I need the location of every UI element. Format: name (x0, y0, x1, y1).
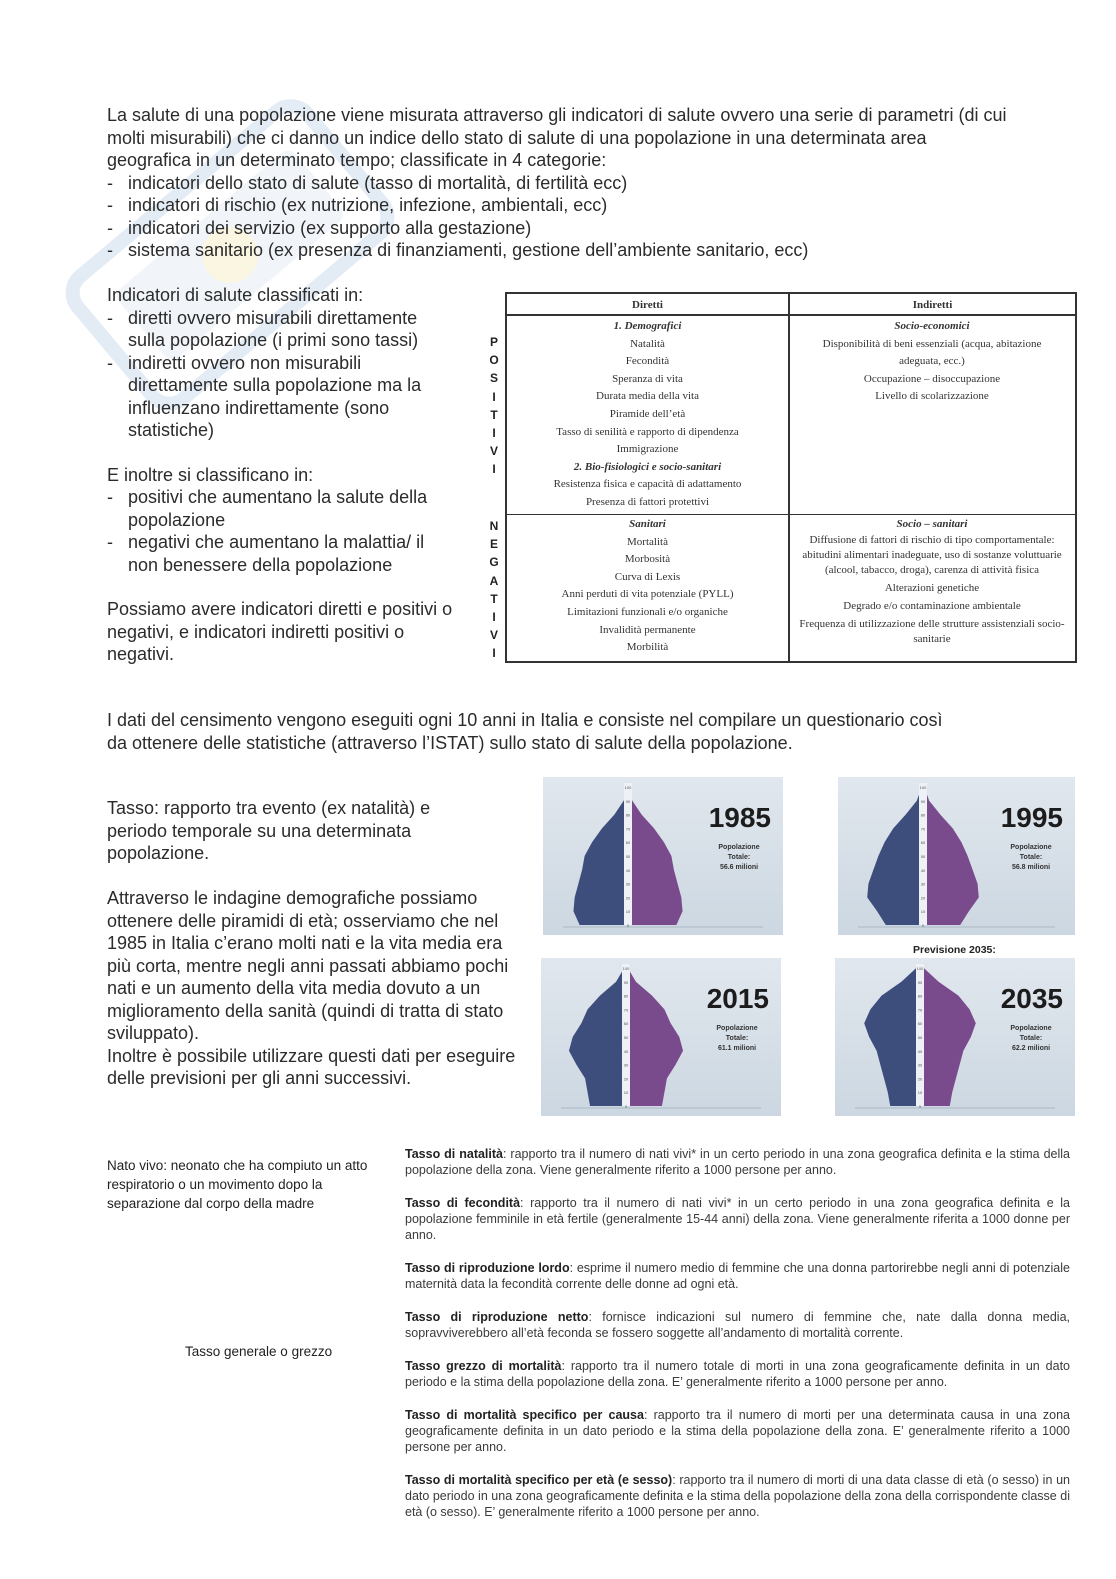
population-label: Popolazione Totale: (1010, 844, 1052, 861)
vertical-letter: I (492, 646, 496, 661)
age-tick-label: 90 (625, 798, 631, 804)
vertical-letter: A (489, 573, 499, 588)
section-title: 2. Bio-fisiologici e socio-sanitari (573, 460, 722, 473)
vertical-letter: I (492, 609, 496, 624)
definition-term: Tasso di mortalità specifico per età (e sesso) (405, 1473, 673, 1487)
vertical-letter: T (490, 591, 498, 606)
intro-paragraph: La salute di una popolazione viene misurata attraverso gli indicatori di salute ovvero una serie di parametri (di cui molti misurabili) che ci danno un indice dello stato di salute di una popolazione in una determinata area geografica in un determinato tempo; classificate in 4 categorie: (107, 105, 1007, 170)
definition-term: Tasso di mortalità specifico per causa (405, 1408, 644, 1422)
male-population-shape (573, 787, 628, 925)
age-tick-label: 80 (920, 812, 926, 818)
male-population-shape (867, 787, 923, 925)
vertical-letter: I (492, 462, 496, 477)
list-item: - negativi che aumentano la malattia/ il non benessere della popolazione (107, 531, 459, 576)
age-tick-label: 80 (917, 993, 923, 999)
age-tick-label: 30 (623, 1062, 629, 1068)
vertical-letter: P (489, 335, 498, 349)
definition-text: : rapporto tra il numero di morti di una data classe di età (o sesso) in un dato periodo in una zona geograficamente definita e la stima della popolazione della zona della corrispondente classe di età (o sesso). E’ generalmente riferito a 1000 persone per anno. (405, 1473, 1070, 1519)
age-tick-label: 0 (626, 923, 630, 928)
forecast-caption: Previsione 2035: (913, 944, 996, 956)
list-item: - indicatori dello stato di salute (tasso di mortalità, di fertilità ecc) (107, 172, 1007, 195)
definition-term: Tasso di natalità (405, 1147, 503, 1161)
vertical-letter: V (489, 628, 498, 643)
definition-term: Tasso di riproduzione netto (405, 1310, 589, 1324)
table-item: Morbosità (624, 553, 671, 566)
age-tick-label: 60 (623, 1021, 629, 1027)
age-tick-label: 40 (920, 867, 926, 873)
table-divider (507, 514, 1075, 515)
classification-heading: Indicatori di salute classificati in: (107, 285, 364, 305)
population-value: 62.2 milioni (1011, 1045, 1051, 1052)
age-tick-label: 70 (920, 826, 926, 832)
table-divider (788, 294, 790, 661)
pyramid-year: 2035 (1000, 983, 1063, 1014)
age-tick-label: 20 (920, 895, 926, 901)
section-title: Sanitari (629, 518, 666, 530)
age-tick-label: 100 (622, 966, 630, 971)
age-tick-label: 10 (623, 1090, 629, 1096)
age-tick-label: 60 (920, 840, 926, 846)
definition-item (405, 1260, 1070, 1292)
vertical-letter: I (492, 389, 496, 404)
table-item: Disponibilità di beni essenziali (acqua, abitazione adeguata, ecc.) (822, 337, 1042, 368)
table-item: Occupazione – disoccupazione (863, 372, 1001, 385)
vertical-letter: I (492, 425, 496, 440)
definition-text: : fornisce indicazioni sul numero di femmine che, nate dalla donna media, sopravviverebbero all’età feconda se fossero soggette all’andamento di mortalità corrente. (405, 1310, 1071, 1340)
table-item: Curva di Lexis (614, 570, 681, 583)
population-total (999, 1024, 1063, 1054)
intro-section (107, 104, 1007, 262)
section-title: 1. Demografici (613, 320, 682, 332)
table-item: Morbilità (626, 641, 669, 654)
age-tick-label: 0 (624, 1104, 628, 1109)
age-tick-label: 60 (917, 1021, 923, 1027)
table-item: Limitazioni funzionali e/o organiche (567, 605, 728, 618)
table-header-direct: Diretti (507, 294, 788, 316)
age-tick-label: 50 (920, 854, 926, 859)
cell-positive-indirect (802, 318, 1062, 406)
positive-negative-list (107, 486, 459, 576)
definition-term: Tasso di fecondità (405, 1196, 521, 1210)
population-value: 56.8 milioni (1011, 864, 1051, 871)
direct-indirect-list (107, 307, 459, 442)
table-item: Anni perduti di vita potenziale (PYLL) (561, 588, 734, 601)
population-total (705, 1024, 769, 1054)
age-tick-label: 10 (920, 909, 926, 915)
population-total (999, 843, 1063, 873)
vertical-letter: V (489, 444, 498, 459)
age-tick-label: 40 (917, 1048, 923, 1054)
table-item: Presenza di fattori protettivi (585, 495, 710, 508)
vertical-letter: N (489, 519, 499, 533)
definition-text: : esprime il numero medio di femmine che una donna partorirebbe negli anni di potenziale maternità data la fecondità corrente delle donne ad ogni età. (405, 1261, 1070, 1291)
table-item: Immigrazione (616, 443, 679, 456)
age-tick-label: 20 (917, 1076, 923, 1082)
age-tick-label: 80 (623, 993, 629, 999)
definition-text: : rapporto tra il numero totale di morti in una zona geograficamente definita in un dato periodo e la stima della popolazione della zona. E’ generalmente riferito a 1000 persone per anno. (405, 1359, 1070, 1389)
intro-list (107, 172, 1007, 262)
general-rate-note: Tasso generale o grezzo (185, 1344, 333, 1359)
list-item: - indicatori dei servizio (ex supporto alla gestazione) (107, 217, 1007, 240)
vertical-letter: O (489, 353, 499, 368)
table-item: Speranza di vita (612, 372, 683, 385)
vertical-letter: S (489, 371, 498, 386)
age-tick-label: 40 (623, 1048, 629, 1054)
indicators-table (505, 292, 1077, 663)
pyramid-panel-2015 (541, 958, 781, 1116)
age-tick-label: 90 (920, 798, 926, 804)
census-paragraph: I dati del censimento vengono eseguiti ogni 10 anni in Italia e consiste nel compilare un questionario così da ottenere delle statistiche (attraverso l’ISTAT) sullo stato di salute della popolazione. (107, 710, 943, 753)
section-title: Socio – sanitari (896, 518, 968, 530)
list-item: - sistema sanitario (ex presenza di finanziamenti, gestione dell’ambiente sanitario, ecc) (107, 239, 1007, 262)
list-item: - indicatori di rischio (ex nutrizione, infezione, ambientali, ecc) (107, 194, 1007, 217)
population-value: 56.6 milioni (719, 864, 759, 871)
table-item: Mortalità (627, 535, 668, 548)
positive-vertical-label (485, 333, 503, 479)
definition-item (405, 1407, 1070, 1455)
table-item: Fecondità (625, 355, 670, 368)
table-header-indirect: Indiretti (790, 294, 1075, 316)
definition-item (405, 1309, 1070, 1341)
definition-item (405, 1472, 1070, 1520)
population-label: Popolazione Totale: (718, 844, 760, 861)
age-tick-label: 10 (917, 1090, 923, 1096)
population-value: 61.1 milioni (717, 1045, 757, 1052)
definition-term: Tasso di riproduzione lordo (405, 1261, 570, 1275)
definition-item (405, 1195, 1070, 1243)
age-tick-label: 70 (623, 1007, 629, 1013)
cell-positive-direct (507, 318, 788, 512)
pyramid-panel-2035 (835, 958, 1075, 1116)
vertical-letter: T (490, 407, 498, 422)
pyramid-year: 1985 (708, 802, 771, 833)
table-item: Resistenza fisica e capacità di adattamento (553, 478, 742, 491)
pyramid-text: Attraverso le indagine demografiche possiamo ottenere delle piramidi di età; osserviamo che nel 1985 in Italia c’erano molti nati e la vita media era più corta, mentre negli anni passati abbiamo pochi nati e un aumento della vita media dovuto a un miglioramento della sanità (quindi di tratta di stato sviluppato). (107, 888, 509, 1043)
live-birth-note: Nato vivo: neonato che ha compiuto un atto respiratorio o un movimento dopo la separazione dal corpo della madre (107, 1158, 368, 1211)
age-tick-label: 0 (921, 923, 925, 928)
age-tick-label: 100 (919, 785, 927, 790)
table-item: Tasso di senilità e rapporto di dipendenza (556, 425, 739, 438)
age-tick-label: 100 (624, 785, 632, 790)
age-tick-label: 10 (625, 909, 631, 915)
list-item: - positivi che aumentano la salute della popolazione (107, 486, 459, 531)
pyramid-panel-1985 (543, 777, 783, 935)
definition-text: : rapporto tra il numero di nati vivi* in un certo periodo in una zona geografica definita e la stima della popolazione della zona. Viene generalmente riferito a 1000 persone per anno. (405, 1147, 1071, 1177)
population-label: Popolazione Totale: (1010, 1025, 1052, 1042)
pyramid-panel-1995 (838, 777, 1075, 935)
classification-section (107, 284, 459, 666)
age-tick-label: 30 (920, 881, 926, 887)
section-title: Socio-economici (894, 320, 970, 332)
cell-negative-indirect (795, 516, 1069, 647)
definition-item (405, 1358, 1070, 1390)
age-tick-label: 90 (623, 979, 629, 985)
population-total (707, 843, 771, 873)
table-item: Degrado e/o contaminazione ambientale (843, 600, 1021, 612)
table-item: Invalidità permanente (599, 623, 696, 636)
age-tick-label: 100 (916, 966, 924, 971)
table-item: Alterazioni genetiche (884, 582, 980, 594)
age-tick-label: 20 (625, 895, 631, 901)
definition-text: : rapporto tra il numero di morti per una determinata causa in una zona geograficamente definita in un dato periodo e la stima della popolazione della zona. E’ generalmente riferito a 1000 persone per anno. (405, 1408, 1070, 1454)
pyramid-year: 2015 (706, 983, 769, 1014)
table-item: Natalità (630, 337, 665, 350)
definition-text: : rapporto tra il numero di nati vivi* in un certo periodo in una zona geografica definita e la popolazione femminile in età fertile (generalmente 15-44 anni) della zona. Viene generalmente riferita a 1000 donne per anno. (405, 1196, 1070, 1242)
forecast-text: Inoltre è possibile utilizzare questi dati per eseguire delle previsioni per gli anni successivi. (107, 1045, 516, 1088)
pyramid-paragraph (107, 887, 519, 1090)
pyramid-year: 1995 (1000, 802, 1063, 833)
age-tick-label: 50 (623, 1035, 629, 1040)
age-tick-label: 70 (625, 826, 631, 832)
age-tick-label: 90 (917, 979, 923, 985)
negative-vertical-label (485, 517, 503, 663)
rate-definition: Tasso: rapporto tra evento (ex natalità) e periodo temporale su una determinata popolazione. (107, 798, 431, 863)
table-item: Frequenza di utilizzazione delle strutture assistenziali socio-sanitarie (799, 618, 1065, 645)
definition-item (405, 1146, 1070, 1178)
age-tick-label: 0 (918, 1104, 922, 1109)
table-item: Diffusione di fattori di rischio di tipo comportamentale: abitudini alimentari inadeguate, uso di sostanze voluttuarie (alcool, tabacco, droga), carenza di attività fisica (802, 534, 1062, 576)
age-tick-label: 20 (623, 1076, 629, 1082)
male-population-shape (569, 968, 626, 1106)
age-tick-label: 60 (625, 840, 631, 846)
vertical-letter: E (489, 537, 498, 552)
list-item: - diretti ovvero misurabili direttamente sulla popolazione (i primi sono tassi) (107, 307, 459, 352)
rate-definitions (405, 1146, 1070, 1537)
age-tick-label: 50 (917, 1035, 923, 1040)
population-label: Popolazione Totale: (716, 1025, 758, 1042)
cell-negative-direct (507, 516, 788, 657)
list-item: - indiretti ovvero non misurabili direttamente sulla popolazione ma la influenzano indirettamente (sono statistiche) (107, 352, 459, 442)
definition-term: Tasso grezzo di mortalità (405, 1359, 562, 1373)
table-item: Livello di scolarizzazione (875, 390, 989, 403)
table-item: Durata media della vita (596, 390, 699, 403)
age-tick-label: 30 (917, 1062, 923, 1068)
age-tick-label: 50 (625, 854, 631, 859)
age-tick-label: 30 (625, 881, 631, 887)
classification-heading-2: E inoltre si classificano in: (107, 464, 314, 485)
vertical-letter: G (489, 555, 499, 570)
age-tick-label: 80 (625, 812, 631, 818)
table-item: Piramide dell’età (609, 407, 686, 420)
male-population-shape (864, 968, 920, 1106)
age-tick-label: 40 (625, 867, 631, 873)
age-tick-label: 70 (917, 1007, 923, 1013)
classification-closing: Possiamo avere indicatori diretti e positivi o negativi, e indicatori indiretti positivi o negativi. (107, 599, 453, 664)
